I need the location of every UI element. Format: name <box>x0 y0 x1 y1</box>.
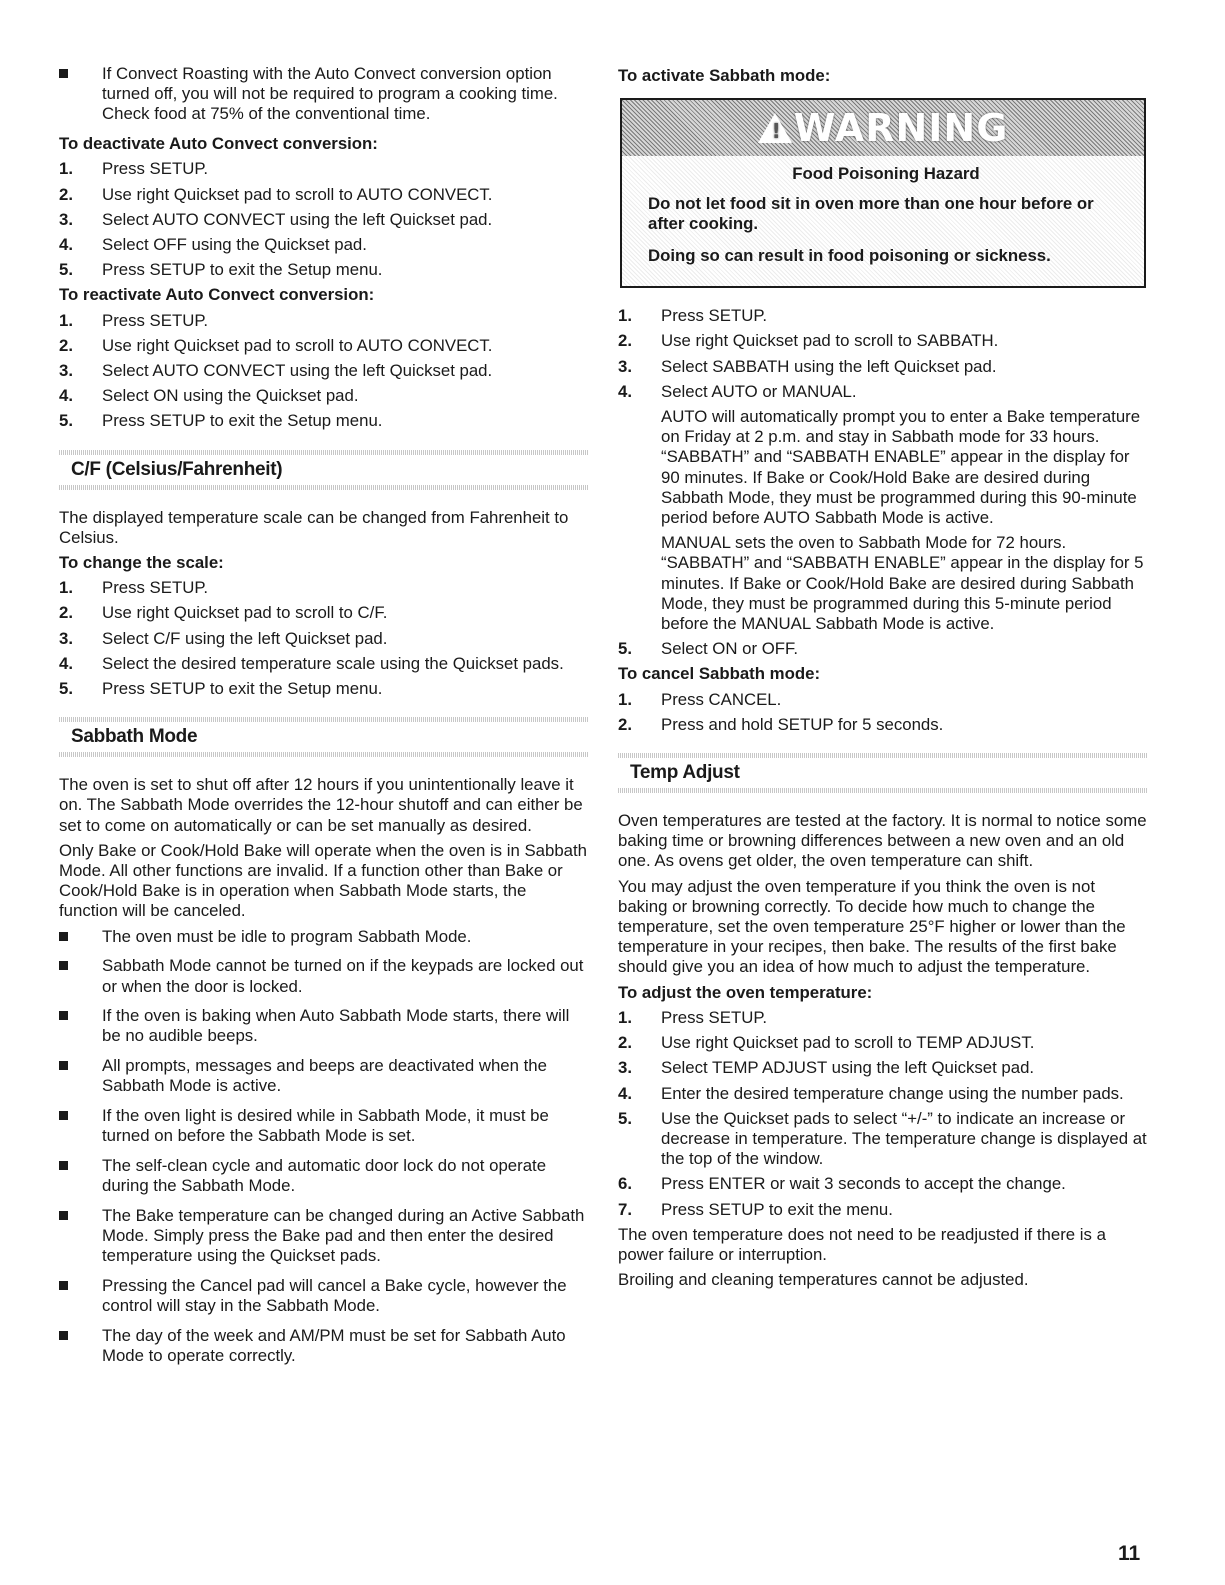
bullet-text: If the oven light is desired while in Sabbath Mode, it must be turned on before the Sabbath Mode is set. <box>102 1106 549 1146</box>
section-divider-bottom <box>618 788 1148 793</box>
step-text: Select OFF using the Quickset pad. <box>102 234 367 254</box>
step: 1. Press SETUP. <box>618 306 768 326</box>
step: 5. Press SETUP to exit the Setup menu. <box>59 260 383 280</box>
adjust-temp-steps <box>618 1008 1148 1220</box>
bullet-item <box>59 1156 589 1196</box>
change-scale-heading: To change the scale: <box>59 552 224 572</box>
warning-hazard: Food Poisoning Hazard <box>792 164 980 184</box>
step-text: Select the desired temperature scale using the Quickset pads. <box>102 653 564 673</box>
page-number: 11 <box>1118 1542 1141 1565</box>
bullet-square-icon <box>59 1331 68 1340</box>
cancel-heading: To cancel Sabbath mode: <box>618 664 821 684</box>
step: 3. Select C/F using the left Quickset pad. <box>59 628 388 648</box>
cf-section-title: C/F (Celsius/Fahrenheit) <box>71 458 283 480</box>
bullet-square-icon <box>59 932 68 941</box>
warning-title <box>758 106 1009 150</box>
step-text: Press SETUP. <box>102 578 209 598</box>
step-text: Select AUTO or MANUAL. <box>661 381 857 401</box>
sabbath-paragraph-2: Only Bake or Cook/Hold Bake will operate when the oven is in Sabbath Mode. All other functions are invalid. If a function other than Bake or Cook/Hold Bake is in operation when Sabbath Mode starts, the function will be canceled. <box>59 840 587 921</box>
auto-note: AUTO will automatically prompt you to enter a Bake temperature on Friday at 2 p.m. and stay in Sabbath mode for 33 hours. “SABBATH” and “SABBATH ENABLE” appear in the display for 90 minutes. If Bake or Cook/Hold Bake are desired during Sabbath Mode, they must be programmed during this 90-minute period before AUTO Sabbath Mode is active. <box>661 407 1141 528</box>
temp-section-title: Temp Adjust <box>630 762 740 784</box>
step-text: Enter the desired temperature change using the number pads. <box>661 1083 1124 1103</box>
warning-triangle-icon <box>758 113 792 143</box>
bullet-text: If the oven is baking when Auto Sabbath Mode starts, there will be no audible beeps. <box>102 1006 570 1046</box>
bullet-text: Pressing the Cancel pad will cancel a Bake cycle, however the control will stay in the Sabbath Mode. <box>102 1275 567 1316</box>
step-text: Use right Quickset pad to scroll to SABBATH. <box>661 331 999 351</box>
temp-paragraph-2: You may adjust the oven temperature if you think the oven is not baking or browning correctly. To decide how much to change the temperature, set the oven temperature 25°F higher or lower than the temperature in your recipes, then bake. The results of the first bake should give you an idea of how much to adjust the temperature. <box>618 876 1126 977</box>
step: 1. Press SETUP. <box>59 578 209 598</box>
step: 2. Use right Quickset pad to scroll to SABBATH. <box>618 331 999 351</box>
sabbath-section-title: Sabbath Mode <box>71 726 198 748</box>
step: 2. Use right Quickset pad to scroll to AUTO CONVECT. <box>59 335 493 355</box>
step: 7. Press SETUP to exit the menu. <box>618 1199 893 1219</box>
step-text: Press and hold SETUP for 5 seconds. <box>661 714 944 734</box>
sabbath-section-header <box>59 709 589 765</box>
step-text: Use right Quickset pad to scroll to AUTO CONVECT. <box>102 335 493 355</box>
bullet-item <box>59 927 589 947</box>
bullet-square-icon <box>59 1111 68 1120</box>
temp-paragraph-4: Broiling and cleaning temperatures cannot be adjusted. <box>618 1270 1029 1290</box>
temp-section-header <box>618 745 1148 801</box>
step: 3. Select AUTO CONVECT using the left Quickset pad. <box>59 209 493 229</box>
temp-paragraph-1: Oven temperatures are tested at the factory. It is normal to notice some baking time or browning differences between a new oven and an old one. As ovens get older, the oven temperature can shift. <box>618 811 1147 871</box>
step: 3. Select AUTO CONVECT using the left Quickset pad. <box>59 360 493 380</box>
bullet-item <box>59 1326 589 1366</box>
step: 5. Select ON or OFF. <box>618 639 799 659</box>
step-text: Press CANCEL. <box>661 689 782 709</box>
warning-banner <box>622 100 1144 156</box>
step: 5. Press SETUP to exit the Setup menu. <box>59 678 383 698</box>
bullet-item <box>59 956 589 996</box>
left-column <box>59 64 589 1376</box>
activate-steps <box>618 306 1148 659</box>
section-divider-bottom <box>59 752 589 757</box>
cf-intro: The displayed temperature scale can be changed from Fahrenheit to Celsius. <box>59 507 569 547</box>
section-divider-bottom <box>59 485 589 490</box>
bullet-square-icon <box>59 1061 68 1070</box>
bullet-text: The day of the week and AM/PM must be set for Sabbath Auto Mode to operate correctly. <box>102 1325 566 1366</box>
bullet-item <box>59 1276 589 1316</box>
step: 1. Press SETUP. <box>618 1007 768 1027</box>
step-text: Select ON using the Quickset pad. <box>102 386 359 406</box>
step-text: Press SETUP to exit the Setup menu. <box>102 260 383 280</box>
bullet-square-icon <box>59 1281 68 1290</box>
bullet-square-icon <box>59 1161 68 1170</box>
bullet-text: Sabbath Mode cannot be turned on if the keypads are locked out or when the door is locked. <box>102 956 584 996</box>
step-text: Select AUTO CONVECT using the left Quickset pad. <box>102 360 493 380</box>
right-column <box>618 64 1148 1295</box>
convect-roasting-bullets <box>59 64 589 125</box>
step: 4. Enter the desired temperature change using the number pads. <box>618 1083 1124 1103</box>
step: 6. Press ENTER or wait 3 seconds to accept the change. <box>618 1174 1066 1194</box>
step-text: Press SETUP to exit the menu. <box>661 1199 893 1219</box>
step-text: Select SABBATH using the left Quickset pad. <box>661 356 997 376</box>
warning-line-1: Do not let food sit in oven more than one hour before or after cooking. <box>648 194 1094 234</box>
section-divider-top <box>59 717 589 722</box>
reactivate-steps <box>59 311 589 432</box>
warning-body <box>622 156 1144 286</box>
change-scale-steps <box>59 578 589 699</box>
bullet-item <box>59 1056 589 1096</box>
warning-title-text: WARNING <box>793 106 1009 151</box>
step: 2. Use right Quickset pad to scroll to C/F. <box>59 603 388 623</box>
step-text: Select C/F using the left Quickset pad. <box>102 628 388 648</box>
step-text: Use the Quickset pads to select “+/-” to indicate an increase or decrease in temperature. The temperature change is displayed at the top of the window. <box>661 1108 1147 1169</box>
step: 5. Use the Quickset pads to select “+/-” to indicate an increase or decrease in temperature. The temperature change is displayed at the top of the window. <box>618 1108 1147 1169</box>
cancel-steps <box>618 690 1148 735</box>
bullet-square-icon <box>59 69 68 78</box>
deactivate-steps <box>59 159 589 280</box>
section-divider-top <box>59 450 589 455</box>
step-text: Use right Quickset pad to scroll to AUTO CONVECT. <box>102 184 493 204</box>
step-text: Press ENTER or wait 3 seconds to accept the change. <box>661 1174 1066 1194</box>
step: 4. Select ON using the Quickset pad. <box>59 386 359 406</box>
bullet-item <box>59 1006 589 1046</box>
deactivate-heading: To deactivate Auto Convect conversion: <box>59 134 378 154</box>
step: 1. Press SETUP. <box>59 310 209 330</box>
step: 2. Use right Quickset pad to scroll to AUTO CONVECT. <box>59 184 493 204</box>
step: 3. Select SABBATH using the left Quickset pad. <box>618 356 997 376</box>
bullet-item <box>59 64 589 125</box>
section-divider-top <box>618 753 1148 758</box>
step-text: Press SETUP. <box>102 159 209 179</box>
step-text: Use right Quickset pad to scroll to C/F. <box>102 603 388 623</box>
sabbath-bullets <box>59 927 589 1367</box>
bullet-text: All prompts, messages and beeps are deactivated when the Sabbath Mode is active. <box>102 1056 547 1096</box>
step: 1. Press CANCEL. <box>618 689 782 709</box>
warning-box <box>620 98 1146 288</box>
step-text: Select ON or OFF. <box>661 639 799 659</box>
step-text: Select AUTO CONVECT using the left Quickset pad. <box>102 209 493 229</box>
step: 4. Select OFF using the Quickset pad. <box>59 234 367 254</box>
step-text: Press SETUP to exit the Setup menu. <box>102 678 383 698</box>
step: 5. Press SETUP to exit the Setup menu. <box>59 411 383 431</box>
bullet-item <box>59 1206 589 1267</box>
step: 3. Select TEMP ADJUST using the left Quickset pad. <box>618 1058 1035 1078</box>
step: 4. Select the desired temperature scale using the Quickset pads. <box>59 653 564 673</box>
cf-section-header <box>59 442 589 498</box>
bullet-square-icon <box>59 961 68 970</box>
reactivate-heading: To reactivate Auto Convect conversion: <box>59 285 375 305</box>
step-text: Select TEMP ADJUST using the left Quickset pad. <box>661 1058 1035 1078</box>
step: 2. Use right Quickset pad to scroll to TEMP ADJUST. <box>618 1033 1035 1053</box>
bullet-text: The self-clean cycle and automatic door lock do not operate during the Sabbath Mode. <box>102 1155 547 1196</box>
step-text: Press SETUP. <box>661 1007 768 1027</box>
bullet-square-icon <box>59 1211 68 1220</box>
bullet-item <box>59 1106 589 1146</box>
bullet-square-icon <box>59 1011 68 1020</box>
activate-heading: To activate Sabbath mode: <box>618 66 831 85</box>
step-text: Use right Quickset pad to scroll to TEMP ADJUST. <box>661 1033 1035 1053</box>
step: 4. Select AUTO or MANUAL. AUTO will automatically prompt you to enter a Bake temperature on Friday at 2 p.m. and stay in Sabbath mode for 33 hours. “SABBATH” and “SABBATH ENABLE” appear in the display for 90 minutes. If Bake or Cook/Hold Bake are desired during Sabbath Mode, they must be programmed during this 90-minute period before AUTO Sabbath Mode is active. MANUAL sets the oven to Sabbath Mode for 72 hours. “SABBATH” and “SABBATH ENABLE” appear in the display for 5 minutes. If Bake or Cook/Hold Bake are desired during Sabbath Mode, they must be programmed during this 5-minute period before the MANUAL Sabbath Mode is active. <box>618 382 1148 634</box>
adjust-temp-heading: To adjust the oven temperature: <box>618 982 873 1002</box>
step-text: Press SETUP. <box>661 306 768 326</box>
sabbath-paragraph-1: The oven is set to shut off after 12 hours if you unintentionally leave it on. The Sabbath Mode overrides the 12-hour shutoff and can either be set to come on automatically or can be set manually as desired. <box>59 775 583 835</box>
bullet-text: The oven must be idle to program Sabbath Mode. <box>102 926 472 946</box>
manual-note: MANUAL sets the oven to Sabbath Mode for 72 hours. “SABBATH” and “SABBATH ENABLE” appear in the display for 5 minutes. If Bake or Cook/Hold Bake are desired during Sabbath Mode, they must be programmed during this 5-minute period before the MANUAL Sabbath Mode is active. <box>661 533 1144 634</box>
temp-paragraph-3: The oven temperature does not need to be readjusted if there is a power failure or interruption. <box>618 1224 1106 1264</box>
bullet-text: The Bake temperature can be changed during an Active Sabbath Mode. Simply press the Bake pad and then enter the desired temperature using the Quickset pads. <box>102 1205 585 1266</box>
step-text: Press SETUP. <box>102 310 209 330</box>
bullet-text: If Convect Roasting with the Auto Convect conversion option turned off, you will not be required to program a cooking time. Check food at 75% of the conventional time. <box>102 64 558 124</box>
step-text: Press SETUP to exit the Setup menu. <box>102 411 383 431</box>
step: 1. Press SETUP. <box>59 159 209 179</box>
step: 2. Press and hold SETUP for 5 seconds. <box>618 714 944 734</box>
warning-line-2: Doing so can result in food poisoning or sickness. <box>648 246 1051 266</box>
